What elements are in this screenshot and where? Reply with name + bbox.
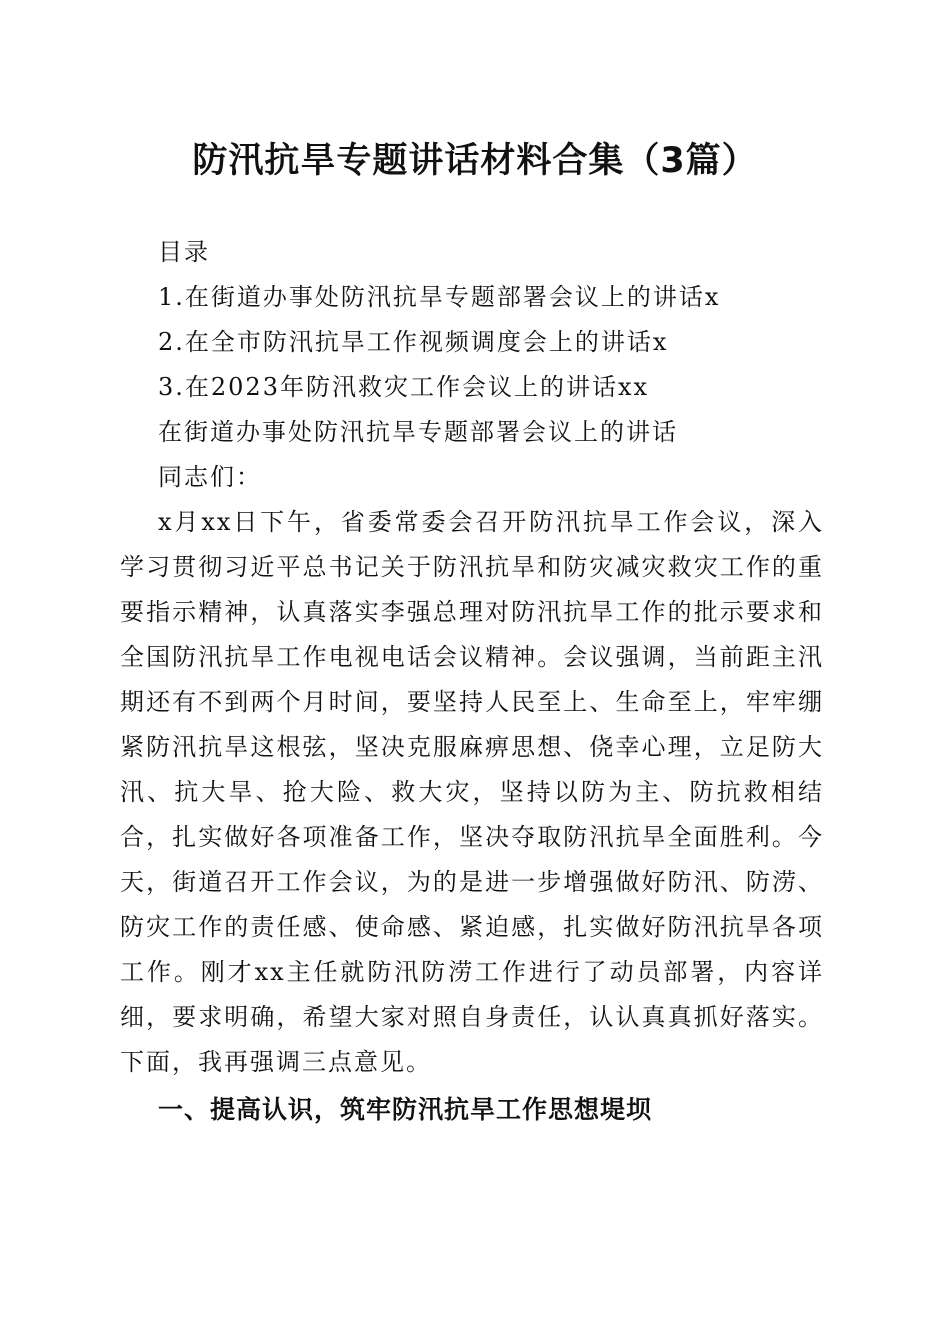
toc-heading: 目录 <box>158 238 210 266</box>
body-paragraph: x月xx日下午，省委常委会召开防汛抗旱工作会议，深入学习贯彻习近平总书记关于防汛抗旱和防灾减灾救灾工作的重要指示精神，认真落实李强总理对防汛抗旱工作的批示要求和全国防汛抗旱工作电视电话会议精神。会议强调，当前距主汛期还有不到两个月时间，要坚持人民至上、生命至上，牢牢绷紧防汛抗旱这根弦，坚决克服麻痹思想、侥幸心理，立足防大汛、抗大旱、抢大险、救大灾，坚持以防为主、防抗救相结合，扎实做好各项准备工作，坚决夺取防汛抗旱全面胜利。今天，街道召开工作会议，为的是进一步增强做好防汛、防涝、防灾工作的责任感、使命感、紧迫感，扎实做好防汛抗旱各项工作。刚才xx主任就防汛防涝工作进行了动员部署，内容详细，要求明确，希望大家对照自身责任，认认真真抓好落实。下面，我再强调三点意见。 <box>120 508 824 1076</box>
toc-item-3: 3.在2023年防汛救灾工作会议上的讲话xx <box>158 373 650 401</box>
toc-item-2: 2.在全市防汛抗旱工作视频调度会上的讲话x <box>158 328 669 356</box>
document-title: 防汛抗旱专题讲话材料合集（3篇） <box>192 141 758 181</box>
section-heading: 一、提高认识，筑牢防汛抗旱工作思想堤坝 <box>158 1095 653 1124</box>
article-title: 在街道办事处防汛抗旱专题部署会议上的讲话 <box>158 418 678 446</box>
toc-item-1: 1.在街道办事处防汛抗旱专题部署会议上的讲话x <box>158 283 721 311</box>
salutation: 同志们： <box>158 463 262 491</box>
document-body <box>120 230 824 1132</box>
